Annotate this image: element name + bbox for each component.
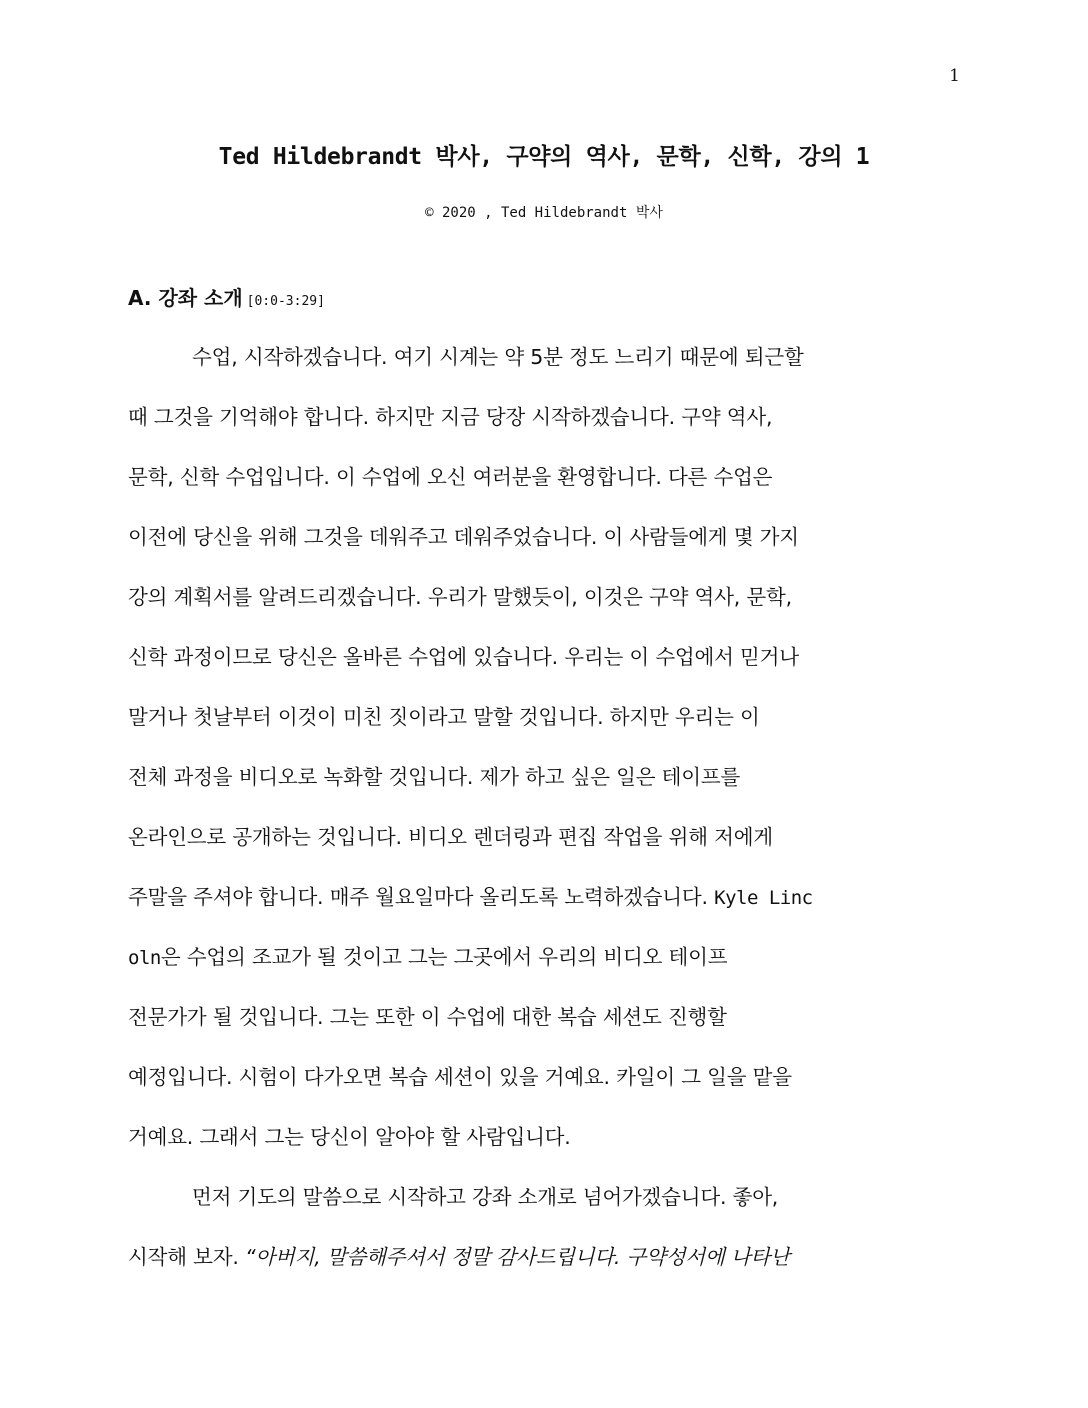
body-line [128,880,813,910]
body-text: 주말을 주셔야 합니다. 매주 월요일마다 올리도록 노력하겠습니다. [128,885,708,909]
body-text: 시작해 보자. [128,1245,239,1269]
section-label: A. 강좌 소개 [128,286,243,310]
body-line: 전문가가 될 것입니다. 그는 또한 이 수업에 대한 복습 세션도 진행할 [128,1005,727,1029]
body-line: 먼저 기도의 말씀으로 시작하고 강좌 소개로 넘어가겠습니다. 좋아, [192,1185,779,1209]
body-text-latin: oln [128,947,161,969]
body-line: 온라인으로 공개하는 것입니다. 비디오 렌더링과 편집 작업을 위해 저에게 [128,825,773,849]
body-line: 강의 계획서를 알려드리겠습니다. 우리가 말했듯이, 이것은 구약 역사, 문학, [128,585,792,609]
body-line: 신학 과정이므로 당신은 올바른 수업에 있습니다. 우리는 이 수업에서 믿거나 [128,645,799,669]
body-line [128,940,727,970]
body-line: 수업, 시작하겠습니다. 여기 시계는 약 5분 정도 느리기 때문에 퇴근할 [192,345,804,369]
body-line: 때 그것을 기억해야 합니다. 하지만 지금 당장 시작하겠습니다. 구약 역사, [128,405,773,429]
body-line: 전체 과정을 비디오로 녹화할 것입니다. 제가 하고 싶은 일은 테이프를 [128,765,741,789]
section-heading [128,282,325,311]
body-line: 이전에 당신을 위해 그것을 데워주고 데워주었습니다. 이 사람들에게 몇 가지 [128,525,799,549]
copyright-line: © 2020 , Ted Hildebrandt 박사 [425,205,663,221]
document-title: Ted Hildebrandt 박사, 구약의 역사, 문학, 신학, 강의 1 [218,144,870,170]
body-line: 말거나 첫날부터 이것이 미친 짓이라고 말할 것입니다. 하지만 우리는 이 [128,705,760,729]
section-timestamp: [0:0-3:29] [246,294,325,309]
body-text: 은 수업의 조교가 될 것이고 그는 그곳에서 우리의 비디오 테이프 [160,945,728,969]
body-line [128,1240,790,1270]
body-line: 거예요. 그래서 그는 당신이 알아야 할 사람입니다. [128,1125,571,1149]
prayer-quote: “아버지, 말씀해주셔서 정말 감사드립니다. 구약성서에 나타난 [244,1245,790,1269]
page-number: 1 [949,66,960,86]
body-line: 예정입니다. 시험이 다가오면 복습 세션이 있을 거예요. 카일이 그 일을 맡을 [128,1065,792,1089]
body-line: 문학, 신학 수업입니다. 이 수업에 오신 여러분을 환영합니다. 다른 수업은 [128,465,773,489]
body-text-latin: Kyle Linc [714,887,813,909]
